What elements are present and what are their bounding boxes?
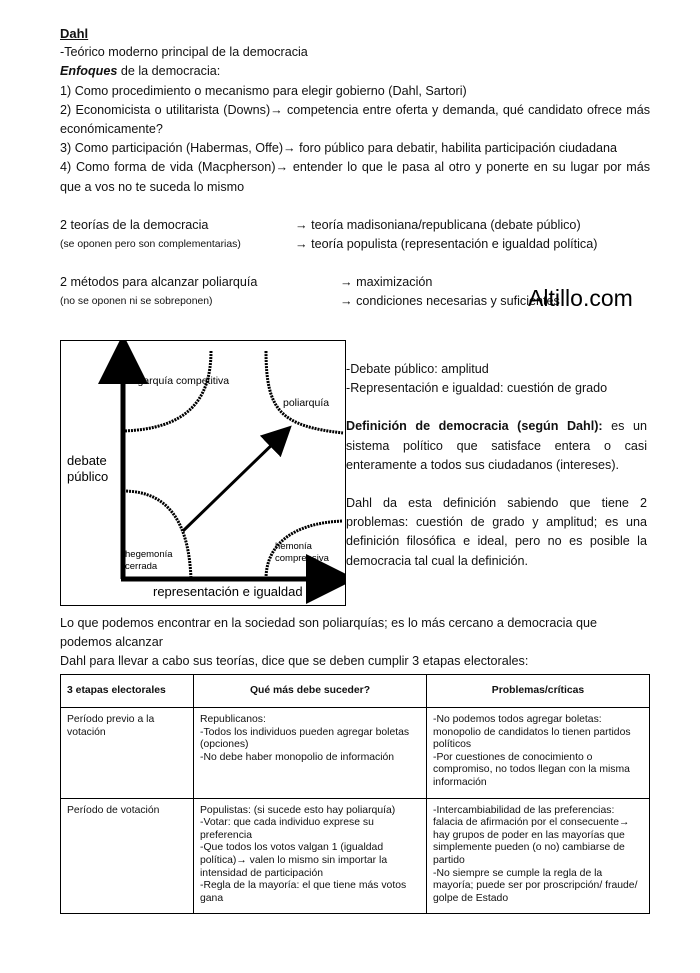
- enfoques-bold: Enfoques: [60, 64, 118, 79]
- table-header: Qué más debe suceder?: [194, 675, 427, 708]
- label-hegemonia-cerrada: hegemonía cerrada: [125, 549, 173, 572]
- stage-cell: Período de votación: [61, 798, 194, 914]
- problems-cell: [427, 708, 650, 799]
- debate-publico-note: -Debate público: amplitud: [346, 362, 489, 376]
- metodos-condiciones: → condiciones necesarias y suficientes: [340, 294, 560, 309]
- teorias-row-2: [60, 235, 650, 254]
- enfoque-item: 4) Como forma de vida (Macpherson)→ entender lo que le pasa al otro y ponerte en su lugar por más que a vos no te suceda lo mismo: [60, 160, 650, 194]
- cell-line: -Que todos los votos valgan 1 (igualdad política)→ valen lo mismo sin importar la intensidad de participación: [200, 842, 388, 879]
- label-x-axis: representación e igualdad: [153, 584, 303, 599]
- poliarquias-paragraph: Lo que podemos encontrar en la sociedad son poliarquías; es lo más cercano a democracia que podemos alcanzar: [60, 616, 597, 650]
- right-column: [346, 360, 647, 571]
- cell-line: -No podemos todos agregar boletas: monopolio de candidatos lo tienen partidos políticos: [433, 714, 631, 751]
- table-header: Problemas/críticas: [427, 675, 650, 708]
- label-debate-publico: debate público: [67, 453, 109, 484]
- problemas-definicion: Dahl da esta definición sabiendo que tiene 2 problemas: cuestión de grado y amplitud; es una definición filosófica e ideal, pero no es posible la democracia tal cual la definición.: [346, 496, 647, 568]
- must-cell: [194, 708, 427, 799]
- cell-line: -Por cuestiones de conocimiento o compromiso, no todos llegan con la misma información: [433, 751, 630, 788]
- watermark-logo: Altillo.com: [528, 285, 633, 311]
- cell-line: Republicanos:: [200, 714, 266, 725]
- label-oligarquia: oligarquía competitiva: [127, 375, 230, 387]
- definicion-rest: es un sistema político que satisface entera o casi enteramente a todos sus ciudadanos (intereses).: [346, 419, 647, 472]
- definicion-democracia: [346, 417, 647, 475]
- definicion-bold: Definición de democracia (según Dahl):: [346, 419, 603, 434]
- poliarquia-diagram: [60, 340, 346, 606]
- metodos-label: 2 métodos para alcanzar poliarquía: [60, 275, 258, 290]
- label-poliarquia: poliarquía: [283, 397, 330, 409]
- table-row: [61, 708, 650, 799]
- table-header: 3 etapas electorales: [61, 675, 194, 708]
- table-header-row: [61, 675, 650, 708]
- teorias-label: 2 teorías de la democracia: [60, 217, 209, 232]
- intro-line: -Teórico moderno principal de la democracia: [60, 45, 308, 60]
- table-row: [61, 798, 650, 914]
- enfoques-heading: [60, 62, 650, 81]
- metodos-note: (no se oponen ni se sobreponen): [60, 296, 213, 308]
- must-cell: [194, 798, 427, 914]
- diagonal-arrow: [183, 436, 281, 531]
- label-hemonia-comprensiva: hemonía comprensiva: [275, 541, 329, 564]
- etapas-intro: Dahl para llevar a cabo sus teorías, dice que se deben cumplir 3 etapas electorales:: [60, 654, 529, 669]
- cell-line: -No debe haber monopolio de información: [200, 751, 395, 763]
- etapas-table: [60, 674, 650, 914]
- enfoque-item: 2) Economicista o utilitarista (Downs)→ competencia entre oferta y demanda, qué candidato ofrece más económicamente?: [60, 102, 650, 137]
- teorias-madisoniana: → teoría madisoniana/republicana (debate público): [295, 217, 581, 232]
- document-title: Dahl: [60, 26, 89, 41]
- problems-cell: [427, 798, 650, 914]
- cell-line: -Regla de la mayoría: el que tiene más votos gana: [200, 880, 407, 904]
- cell-line: Populistas: (si sucede esto hay poliarquía): [200, 804, 396, 816]
- enfoque-item: 1) Como procedimiento o mecanismo para elegir gobierno (Dahl, Sartori): [60, 83, 467, 98]
- enfoque-item: 3) Como participación (Habermas, Offe)→ foro público para debatir, habilita participación ciudadana: [60, 141, 617, 156]
- cell-line: -No siempre se cumple la regla de la mayoría; puede ser por proscripción/ fraude/ golpe de Estado: [433, 867, 638, 904]
- teorias-row: [60, 216, 650, 235]
- metodos-maximizacion: → maximización: [340, 275, 433, 290]
- stage-cell: Período previo a la votación: [61, 708, 194, 799]
- curve-oligarquia: [123, 351, 211, 431]
- cell-line: -Intercambiabilidad de las preferencias: falacia de afirmación por el consecuente→ hay grupos de poder en las mayorías que simplemente pueden (o no) cambiarse de partido: [433, 804, 630, 866]
- teorias-note: (se oponen pero son complementarias): [60, 239, 241, 251]
- document-body: [60, 24, 650, 312]
- representacion-note: -Representación e igualdad: cuestión de grado: [346, 381, 608, 396]
- curve-poliarquia: [266, 351, 343, 433]
- cell-line: -Todos los individuos pueden agregar boletas (opciones): [200, 726, 410, 751]
- cell-line: -Votar: que cada individuo exprese su preferencia: [200, 817, 374, 841]
- closing-paragraphs: [60, 614, 650, 672]
- enfoques-rest: de la democracia:: [117, 64, 221, 79]
- teorias-populista: → teoría populista (representación e igualdad política): [295, 237, 598, 252]
